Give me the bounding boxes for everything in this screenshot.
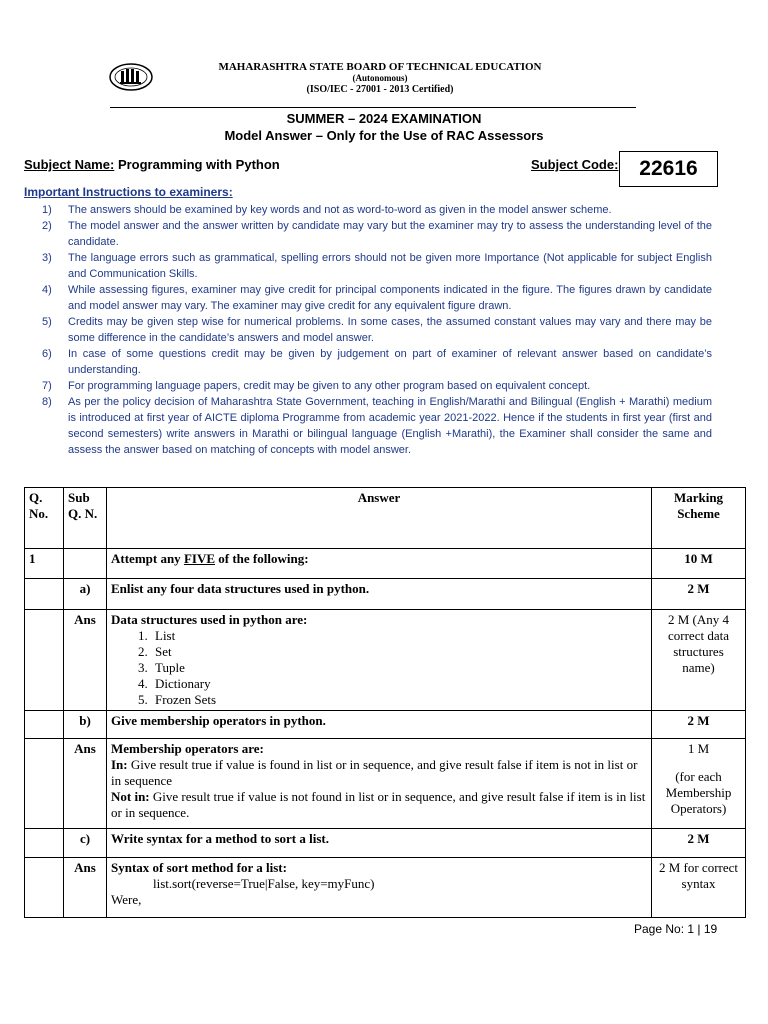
- instruction-item: 5) Credits may be given step wise for numerical problems. In some cases, the assumed constant values may vary and there may be some difference in the candidate’s answers and model answer.: [42, 316, 712, 344]
- marking-scheme: 2 M for correct syntax: [652, 858, 746, 918]
- sub-q-label: c): [64, 829, 107, 858]
- marking-scheme: 2 M (Any 4 correct data structures name): [652, 610, 746, 711]
- ans-label: Ans: [64, 739, 107, 829]
- sub-question: Write syntax for a method to sort a list.: [107, 829, 652, 858]
- page-number: Page No: 1 | 19: [634, 922, 718, 936]
- subject-name-label: Subject Name:: [24, 157, 115, 172]
- marking-scheme: 1 M (for each Membership Operators): [652, 739, 746, 829]
- instruction-item: 3) The language errors such as grammatical, spelling errors should not be given more Importance (Not applicable for subject English and Communication Skills.: [42, 252, 712, 280]
- msbte-logo: [108, 62, 154, 92]
- q-marks: 10 M: [652, 549, 746, 579]
- answer-title: Membership operators are:: [111, 741, 264, 756]
- header-marking: Marking Scheme: [652, 488, 746, 549]
- q-number: 1: [25, 549, 64, 579]
- list-item: 4. Dictionary: [151, 676, 647, 692]
- instruction-item: 8) As per the policy decision of Maharashtra State Government, teaching in English/Marathi and Bilingual (English + Marathi) medium is introduced at first year of AICTE diploma Programme from academic year 2021-2022. Hence if the students in first year (first and second semesters) write answers in Marathi or bilingual language (English +Marathi), the Examiner shall consider the same and assess the answer based on matching of concepts with model answer.: [42, 396, 712, 456]
- sub-marks: 2 M: [652, 579, 746, 610]
- instruction-item: 7) For programming language papers, credit may be given to any other program based on equivalent concept.: [42, 380, 591, 392]
- table-row: [25, 549, 746, 579]
- instruction-item: 4) While assessing figures, examiner may give credit for principal components indicated in the figure. The figures drawn by candidate and model answer may vary. The examiner may give credit for any equivalent figure drawn.: [42, 284, 712, 312]
- model-answer-title: Model Answer – Only for the Use of RAC Assessors: [224, 128, 544, 143]
- exam-title: SUMMER – 2024 EXAMINATION: [286, 111, 482, 126]
- iso-certification: (ISO/IEC - 27001 - 2013 Certified): [306, 84, 454, 95]
- answer-table: [24, 487, 746, 918]
- header-sub: Sub Q. N.: [64, 488, 107, 549]
- sub-marks: 2 M: [652, 711, 746, 739]
- subject-name-value: Programming with Python: [117, 157, 280, 172]
- header-qno: Q. No.: [25, 488, 64, 549]
- were-text: Were,: [111, 892, 142, 907]
- list-item: 3. Tuple: [151, 660, 647, 676]
- list-item: 2. Set: [151, 644, 647, 660]
- subject-name: [24, 157, 280, 172]
- answer-cell: [107, 858, 652, 918]
- subject-code-label: Subject Code:: [531, 157, 619, 172]
- not-in-operator: Not in: Give result true if value is not found in list or in sequence, and give result false if item is in list or in sequence.: [111, 789, 646, 820]
- table-row: [25, 711, 746, 739]
- instruction-item: 6) In case of some questions credit may be given by judgement on part of examiner of relevant answer based on candidate’s understanding.: [42, 348, 712, 376]
- answer-cell: [107, 739, 652, 829]
- table-row: [25, 610, 746, 711]
- answer-title: Data structures used in python are:: [111, 612, 308, 627]
- autonomous-label: (Autonomous): [352, 73, 408, 83]
- sub-q-label: a): [64, 579, 107, 610]
- instructions-title: Important Instructions to examiners:: [24, 185, 233, 199]
- ans-label: Ans: [64, 610, 107, 711]
- list-item: 5. Frozen Sets: [151, 692, 647, 708]
- table-row: [25, 579, 746, 610]
- in-operator: In: Give result true if value is found in list or in sequence, and give result false if item is not in list or in sequence: [111, 757, 638, 788]
- sub-marks: 2 M: [652, 829, 746, 858]
- ans-label: Ans: [64, 858, 107, 918]
- instructions-list: [24, 202, 712, 458]
- sub-question: Give membership operators in python.: [107, 711, 652, 739]
- sort-syntax: list.sort(reverse=True|False, key=myFunc): [153, 876, 375, 891]
- list-item: 1. List: [151, 628, 647, 644]
- subject-code-box: 22616: [619, 151, 718, 187]
- table-row: [25, 858, 746, 918]
- answer-title: Syntax of sort method for a list:: [111, 860, 287, 875]
- data-structure-list: [111, 628, 647, 708]
- q-instruction: Attempt any FIVE of the following:: [107, 549, 652, 579]
- sub-question: Enlist any four data structures used in python.: [107, 579, 652, 610]
- instruction-item: 1) The answers should be examined by key words and not as word-to-word as given in the model answer scheme.: [42, 204, 612, 216]
- instruction-item: 2) The model answer and the answer written by candidate may vary but the examiner may try to assess the understanding level of the candidate.: [42, 220, 712, 248]
- table-header-row: [25, 488, 746, 549]
- header-answer: Answer: [107, 488, 652, 549]
- header-divider: [110, 107, 636, 108]
- table-row: [25, 829, 746, 858]
- org-name: MAHARASHTRA STATE BOARD OF TECHNICAL EDUCATION: [218, 61, 542, 73]
- answer-cell: [107, 610, 652, 711]
- sub-q-label: b): [64, 711, 107, 739]
- table-row: [25, 739, 746, 829]
